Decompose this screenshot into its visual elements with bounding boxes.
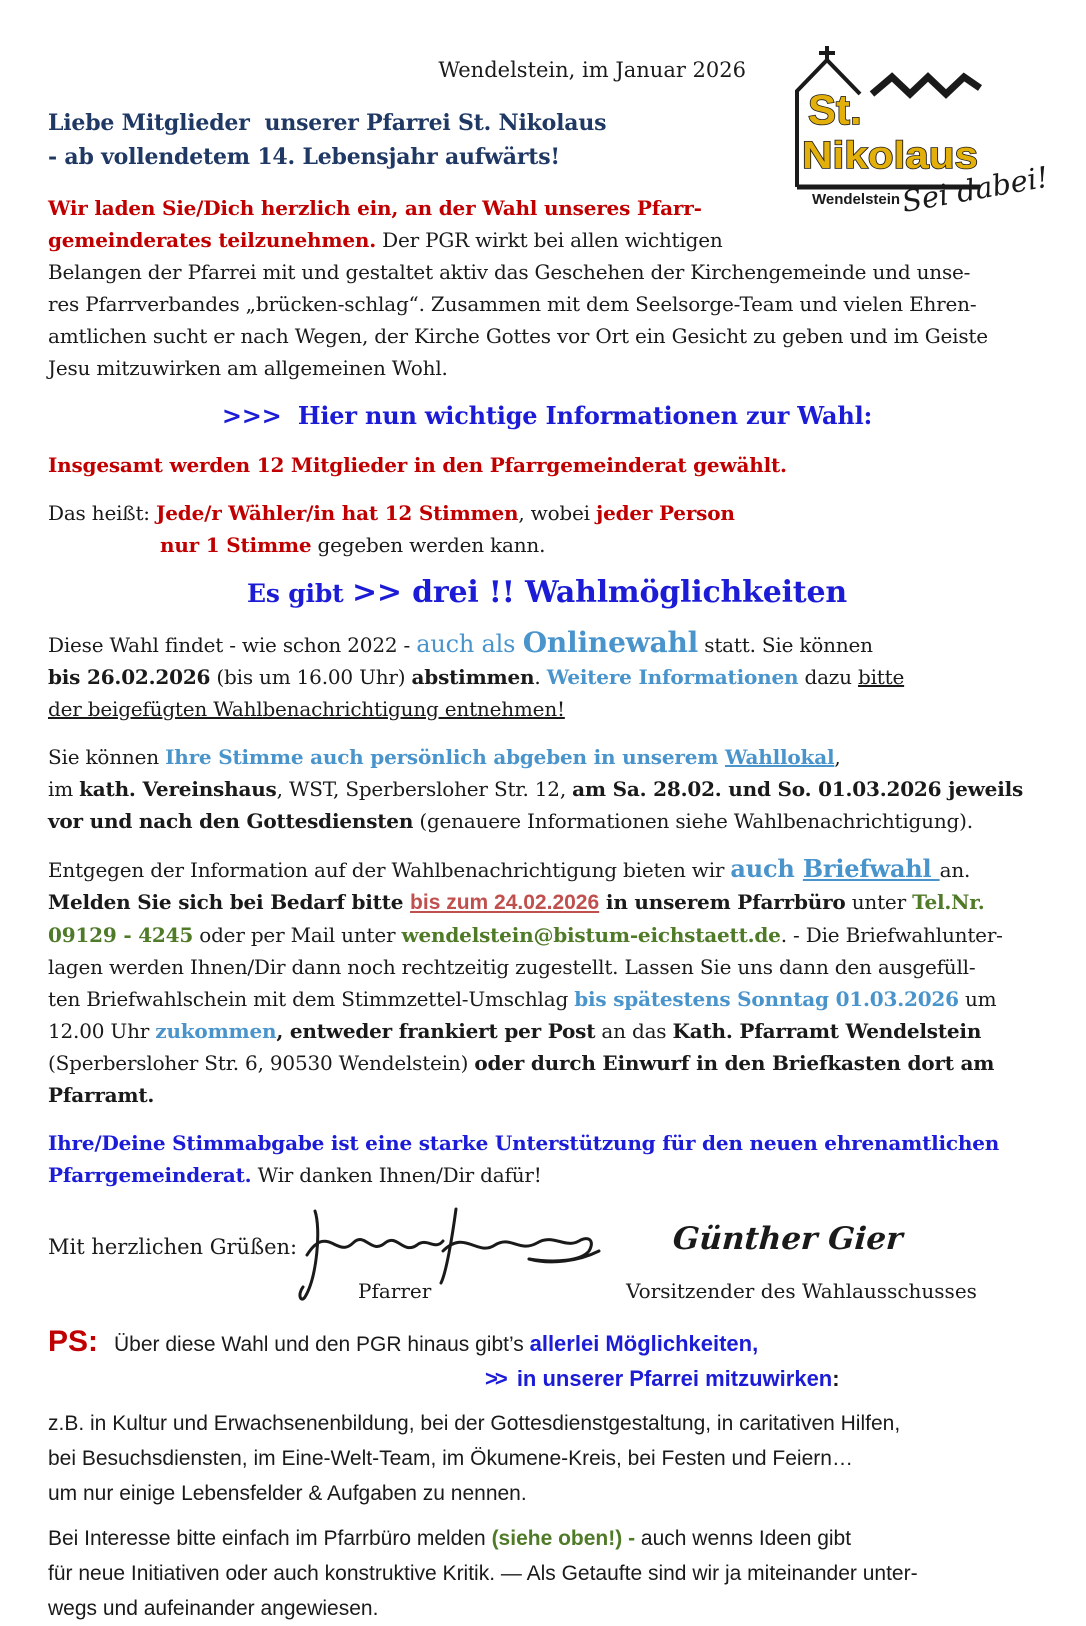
text-run: Entgegen der Information auf der Wahlbenachrichtigung bieten wir	[48, 858, 731, 882]
text-run: Weitere Informationen	[546, 665, 799, 689]
support-paragraph	[48, 1127, 1046, 1191]
text-run: Über diese Wahl und den PGR hinaus gibt’s	[114, 1333, 530, 1356]
text-run: ,	[834, 745, 841, 769]
text-run: Bei Interesse bitte einfach im Pfarrbüro melden	[48, 1527, 492, 1550]
text-run: um	[958, 987, 997, 1011]
votes-explanation	[48, 497, 1046, 561]
logo-text-ort: Wendelstein	[812, 191, 901, 208]
signature-block	[48, 1207, 1046, 1315]
info-heading	[48, 400, 1046, 433]
section-heading: Es gibt	[247, 579, 352, 608]
text-run: . - Die Briefwahlunter-	[780, 923, 1003, 947]
text-run: in unserem Pfarrbüro	[599, 890, 846, 914]
postal-voting-emphasis: Briefwahl	[802, 854, 940, 883]
text-run: (genauere Informationen siehe Wahlbenachrichtigung).	[413, 809, 973, 833]
logo-text-st: St.	[808, 86, 862, 133]
invitation-emphasis: gemeinderates teilzunehmen.	[48, 228, 376, 252]
text-run: , WST, Sperbersloher Str. 12,	[276, 777, 573, 801]
text-run: amtlichen sucht er nach Wegen, der Kirche Gottes vor Ort ein Gesicht zu geben und im Geiste	[48, 324, 988, 348]
text-run: z.B. in Kultur und Erwachsenenbildung, bei der Gottesdienstgestaltung, in caritativen Hilfen,	[48, 1412, 901, 1435]
text-run: (bis um 16.00 Uhr)	[210, 665, 412, 689]
invitation-emphasis: Wir laden Sie/Dich herzlich ein, an der Wahl unseres Pfarr-	[48, 196, 702, 220]
text-run: in unserer Pfarrei mitzuwirken	[510, 1366, 833, 1391]
interest-paragraph	[48, 1521, 1046, 1626]
text-run: statt. Sie können	[698, 633, 873, 657]
polling-place: kath. Vereinshaus	[79, 777, 277, 801]
section-heading: >> drei !! Wahlmöglichkeiten	[351, 575, 847, 610]
text-run: Jesu mitzuwirken am allgemeinen Wohl.	[48, 356, 448, 380]
text-run: Pfarramt.	[48, 1083, 155, 1107]
votes-emphasis: jeder Person	[596, 501, 735, 525]
pfarrer-role-label: Pfarrer	[358, 1279, 432, 1303]
text-run: 12.00 Uhr	[48, 1019, 156, 1043]
text-run: auch	[730, 854, 803, 883]
text-run: um nur einige Lebensfelder & Aufgaben zu nennen.	[48, 1482, 527, 1505]
mountain-ridge-icon	[872, 77, 980, 94]
options-heading	[48, 577, 1046, 611]
ps-examples	[48, 1406, 1046, 1511]
online-voting-emphasis: Onlinewahl	[522, 626, 699, 659]
postal-request-deadline: bis zum 24.02.2026	[410, 891, 600, 914]
text-run: bei Besuchsdiensten, im Eine-Welt-Team, im Ökumene-Kreis, bei Festen und Feiern…	[48, 1447, 853, 1470]
text-run: , wobei	[518, 501, 597, 525]
text-run: Der PGR wirkt bei allen wichtigen	[375, 228, 723, 252]
chair-role-label: Vorsitzender des Wahlausschusses	[626, 1279, 977, 1303]
text-run: dazu	[798, 665, 858, 689]
text-run: gegeben werden kann.	[311, 533, 546, 557]
text-run: Liebe Mitglieder unserer Pfarrei St. Nikolaus	[48, 110, 607, 136]
polling-dates: am Sa. 28.02. und So. 01.03.2026 jeweils	[572, 777, 1024, 801]
text-run: Wir danken Ihnen/Dir dafür!	[251, 1163, 542, 1187]
text-run: auch als	[416, 630, 523, 658]
seats-line	[48, 449, 1046, 481]
seats-emphasis: Insgesamt werden 12 Mitglieder in den Pfarrgemeinderat gewählt.	[48, 453, 787, 477]
votes-emphasis: nur 1 Stimme	[160, 533, 312, 557]
text-run: unter	[845, 890, 913, 914]
parish-logo	[784, 44, 1056, 220]
text-run: für neue Initiativen oder auch konstruktive Kritik. — Als Getaufte sind wir ja miteinander unter-	[48, 1562, 918, 1585]
text-run: oder per Mail unter	[193, 923, 402, 947]
text-run: an das	[595, 1019, 673, 1043]
text-run: res Pfarrverbandes „brücken-schlag“. Zusammen mit dem Seelsorge-Team und vielen Ehren-	[48, 292, 977, 316]
wahllokal-paragraph	[48, 741, 1046, 837]
text-run: vor und nach den Gottesdiensten	[48, 809, 414, 833]
polling-station-emphasis: Wahllokal	[724, 745, 835, 769]
email-address: wendelstein@bistum-eichstaett.de	[401, 923, 781, 947]
ps-heading	[48, 1325, 1046, 1396]
section-heading: >>> Hier nun wichtige Informationen zur Wahl:	[221, 401, 873, 430]
text-run: Sie können	[48, 745, 166, 769]
text-run: Melden Sie sich bei Bedarf bitte	[48, 890, 411, 914]
parish-office-name: Kath. Pfarramt Wendelstein	[672, 1019, 982, 1043]
votes-emphasis: Jede/r Wähler/in hat 12 Stimmen	[156, 501, 519, 525]
text-run: allerlei Möglichkeiten,	[529, 1331, 759, 1356]
chair-signature: Günther Gier	[671, 1221, 904, 1257]
text-run: Das heißt:	[48, 501, 156, 525]
text-run: Pfarrgemeinderat.	[48, 1163, 252, 1187]
chevron-icon: >>	[485, 1366, 505, 1391]
briefwahl-paragraph	[48, 853, 1046, 1111]
online-deadline: bis 26.02.2026	[48, 665, 211, 689]
text-run: auch wenns Ideen gibt	[635, 1527, 852, 1550]
text-run: bitte	[858, 665, 905, 689]
text-run: an.	[939, 858, 971, 882]
onlinewahl-paragraph	[48, 627, 1046, 725]
text-run: Ihre/Deine Stimmabgabe ist eine starke Unterstützung für den neuen ehrenamtlichen	[48, 1131, 1000, 1155]
logo-slogan: Sei dabei!	[899, 159, 1051, 219]
pfarrer-signature-icon	[293, 1199, 623, 1304]
date-line: Wendelstein, im Januar 2026	[438, 58, 746, 82]
intro-paragraph	[48, 192, 1046, 384]
ps-section	[48, 1325, 1046, 1626]
text-run: Belangen der Pfarrei mit und gestaltet aktiv das Geschehen der Kirchengemeinde und unse-	[48, 260, 971, 284]
phone-label: Tel.Nr.	[912, 890, 985, 914]
text-run: - ab vollendetem 14. Lebensjahr aufwärts!	[48, 144, 560, 170]
letter-body	[48, 106, 1046, 1191]
text-run: (Sperbersloher Str. 6, 90530 Wendelstein)	[48, 1051, 475, 1075]
text-run: wegs und aufeinander angewiesen.	[48, 1597, 379, 1620]
text-run: ten Briefwahlschein mit dem Stimmzettel-Umschlag	[48, 987, 575, 1011]
ps-label: PS:	[48, 1325, 99, 1358]
text-run: , entweder frankiert per Post	[276, 1019, 596, 1043]
phone-number: 09129 - 4245	[48, 923, 194, 947]
text-run: Diese Wahl findet - wie schon 2022 -	[48, 633, 417, 657]
postal-return-deadline: bis spätestens Sonntag 01.03.2026	[574, 987, 959, 1011]
logo-text-nikolaus: Nikolaus	[802, 135, 978, 177]
text-run: Ihre Stimme auch persönlich abgeben in unserem	[165, 745, 725, 769]
text-run: der beigefügten Wahlbenachrichtigung entnehmen!	[48, 697, 565, 721]
text-run: oder durch Einwurf in den Briefkasten dort am	[474, 1051, 995, 1075]
text-run: zukommen	[155, 1019, 277, 1043]
signature-greeting: Mit herzlichen Grüßen:	[48, 1235, 298, 1259]
text-run: :	[832, 1366, 840, 1391]
text-run: im	[48, 777, 80, 801]
see-above-note: (siehe oben!) -	[491, 1527, 636, 1550]
text-run: abstimmen	[411, 665, 535, 689]
text-run: lagen werden Ihnen/Dir dann noch rechtzeitig zugestellt. Lassen Sie uns dann den ausgefüll-	[48, 955, 976, 979]
text-run: .	[534, 665, 547, 689]
